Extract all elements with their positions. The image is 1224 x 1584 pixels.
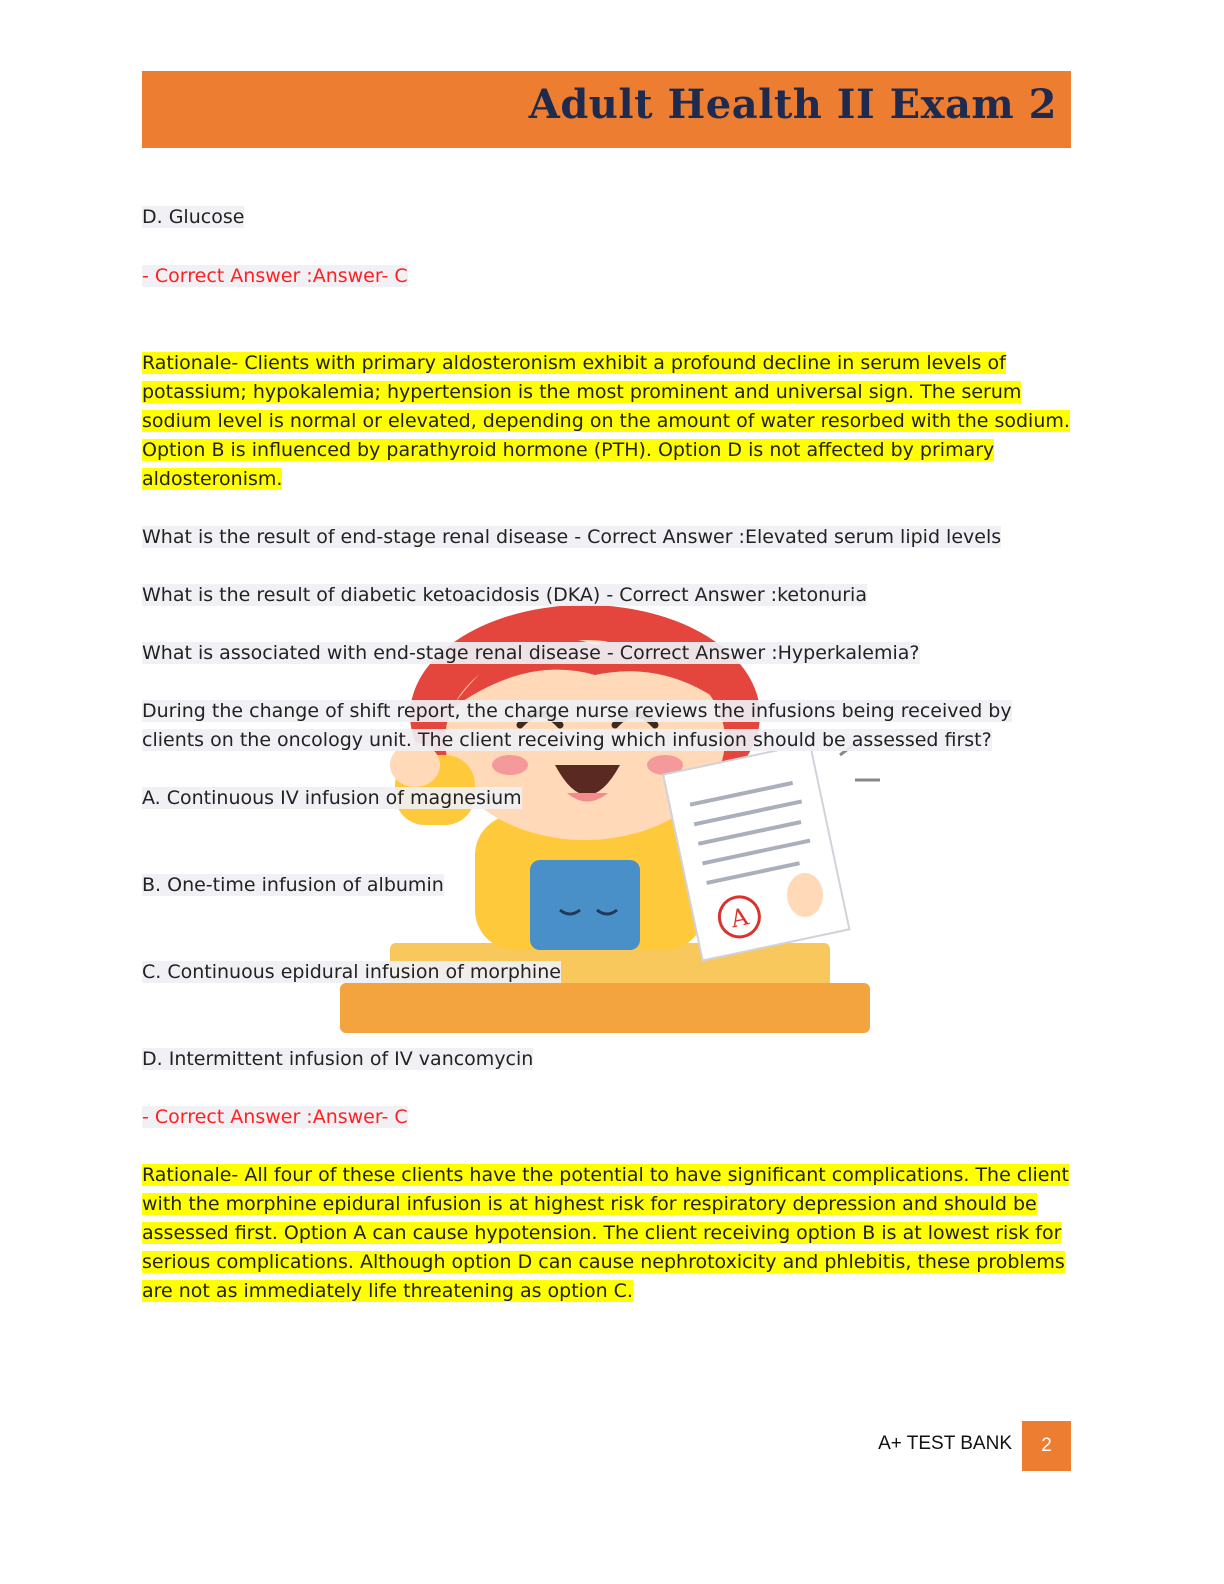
option-d-glucose: D. Glucose: [142, 206, 245, 228]
option-a: A. Continuous IV infusion of magnesium: [142, 787, 522, 809]
option-b: B. One-time infusion of albumin: [142, 874, 444, 896]
option-c: C. Continuous epidural infusion of morphine: [142, 961, 561, 983]
correct-answer-1: - Correct Answer :Answer- C: [142, 265, 408, 287]
qa-item-1: What is the result of end-stage renal disease - Correct Answer :Elevated serum lipid levels: [142, 526, 1002, 548]
option-d: D. Intermittent infusion of IV vancomycin: [142, 1048, 534, 1070]
qa-item-2: What is the result of diabetic ketoacidosis (DKA) - Correct Answer :ketonuria: [142, 584, 867, 606]
rationale-1: Rationale- Clients with primary aldosteronism exhibit a profound decline in serum levels of potassium; hypokalemia; hypertension is the most prominent and universal sign. The serum sodium level is normal or elevated, depending on the amount of water resorbed with the sodium. Option B is influenced by parathyroid hormone (PTH). Option D is not affected by primary aldosteronism.: [142, 352, 1070, 490]
page-title: Adult Health II Exam 2: [528, 81, 1057, 128]
hand: [787, 873, 823, 917]
rationale-2: Rationale- All four of these clients have the potential to have significant complications. The client with the morphine epidural infusion is at highest risk for respiratory depression and should be assessed first. Option A can cause hypotension. The client receiving option B is at lowest risk for serious complications. Although option D can cause nephrotoxicity and phlebitis, these problems are not as immediately life threatening as option C.: [142, 1164, 1069, 1302]
header-bar: [142, 71, 1071, 148]
grade-mark: A: [728, 902, 751, 934]
footer-label: A+ TEST BANK: [878, 1433, 1012, 1454]
qa-item-3: What is associated with end-stage renal disease - Correct Answer :Hyperkalemia?: [142, 642, 920, 664]
desk-front: [340, 983, 870, 1033]
question-text: During the change of shift report, the charge nurse reviews the infusions being received by clients on the oncology unit. The client receiving which infusion should be assessed first?: [142, 700, 1012, 751]
correct-answer-2: - Correct Answer :Answer- C: [142, 1106, 408, 1128]
overall: [530, 860, 640, 950]
page-number: 2: [1022, 1421, 1071, 1471]
